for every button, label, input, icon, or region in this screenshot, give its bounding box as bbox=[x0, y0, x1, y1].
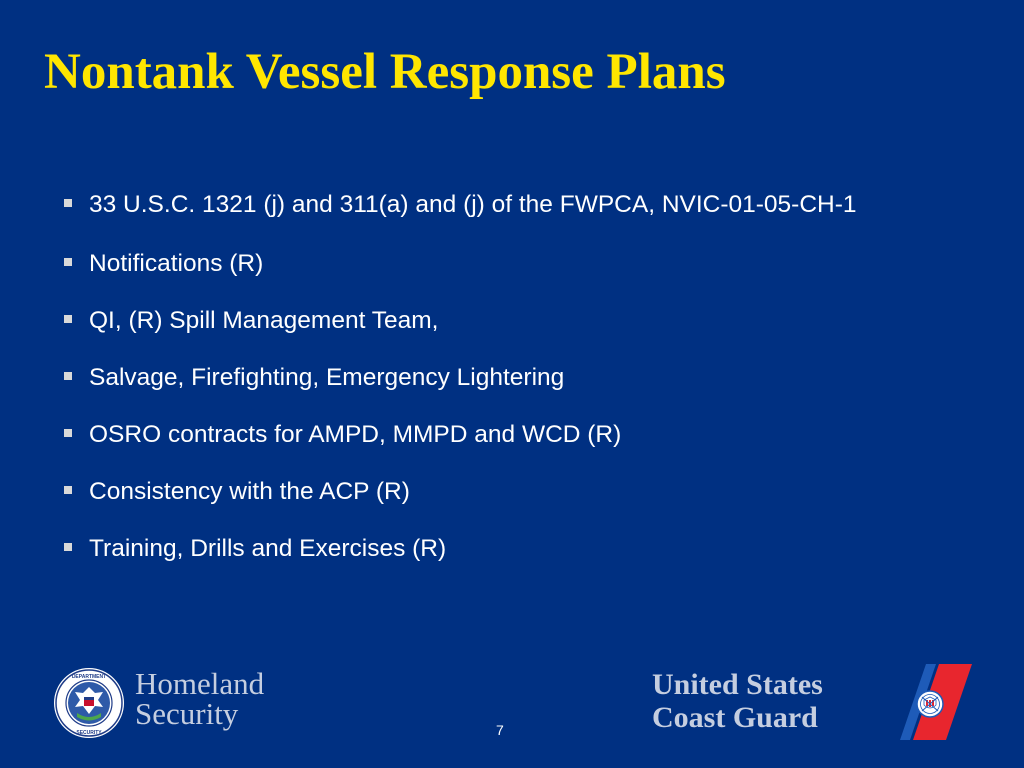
bullet-item bbox=[62, 302, 962, 339]
bullet-text: QI, (R) Spill Management Team, bbox=[89, 307, 439, 334]
square-bullet-icon bbox=[64, 258, 72, 266]
bullet-text: Training, Drills and Exercises (R) bbox=[89, 535, 447, 562]
uscg-racing-stripe-icon bbox=[894, 664, 974, 740]
bullet-text: OSRO contracts for AMPD, MMPD and WCD (R) bbox=[89, 421, 622, 448]
bullet-item bbox=[62, 245, 962, 282]
uscg-wordmark bbox=[652, 668, 823, 734]
svg-text:DEPARTMENT: DEPARTMENT bbox=[71, 674, 107, 680]
bullet-text: Consistency with the ACP (R) bbox=[89, 478, 410, 505]
square-bullet-icon bbox=[64, 372, 72, 380]
dhs-logo bbox=[53, 667, 300, 739]
page-number: 7 bbox=[496, 722, 504, 738]
square-bullet-icon bbox=[64, 543, 72, 551]
svg-text:SECURITY: SECURITY bbox=[76, 730, 102, 736]
bullet-item bbox=[62, 416, 962, 453]
bullet-item bbox=[62, 530, 962, 567]
bullet-text: Salvage, Firefighting, Emergency Lightering bbox=[89, 364, 565, 391]
bullet-list bbox=[62, 186, 962, 587]
dhs-wordmark-line1: Homeland bbox=[135, 666, 265, 701]
bullet-item bbox=[62, 359, 962, 396]
bullet-text: 33 U.S.C. 1321 (j) and 311(a) and (j) of the FWPCA, NVIC-01-05-CH-1 bbox=[89, 191, 857, 218]
bullet-item bbox=[62, 473, 962, 510]
bullet-text: Notifications (R) bbox=[89, 250, 264, 277]
dhs-wordmark bbox=[135, 666, 265, 731]
slide-title: Nontank Vessel Response Plans bbox=[44, 44, 726, 100]
bullet-item bbox=[62, 186, 962, 223]
square-bullet-icon bbox=[64, 429, 72, 437]
square-bullet-icon bbox=[64, 315, 72, 323]
square-bullet-icon bbox=[64, 199, 72, 207]
square-bullet-icon bbox=[64, 486, 72, 494]
uscg-wordmark-line2: Coast Guard bbox=[652, 701, 818, 734]
dhs-seal-icon bbox=[53, 667, 125, 739]
dhs-wordmark-line2: Security bbox=[135, 696, 239, 731]
uscg-wordmark-line1: United States bbox=[652, 668, 823, 701]
